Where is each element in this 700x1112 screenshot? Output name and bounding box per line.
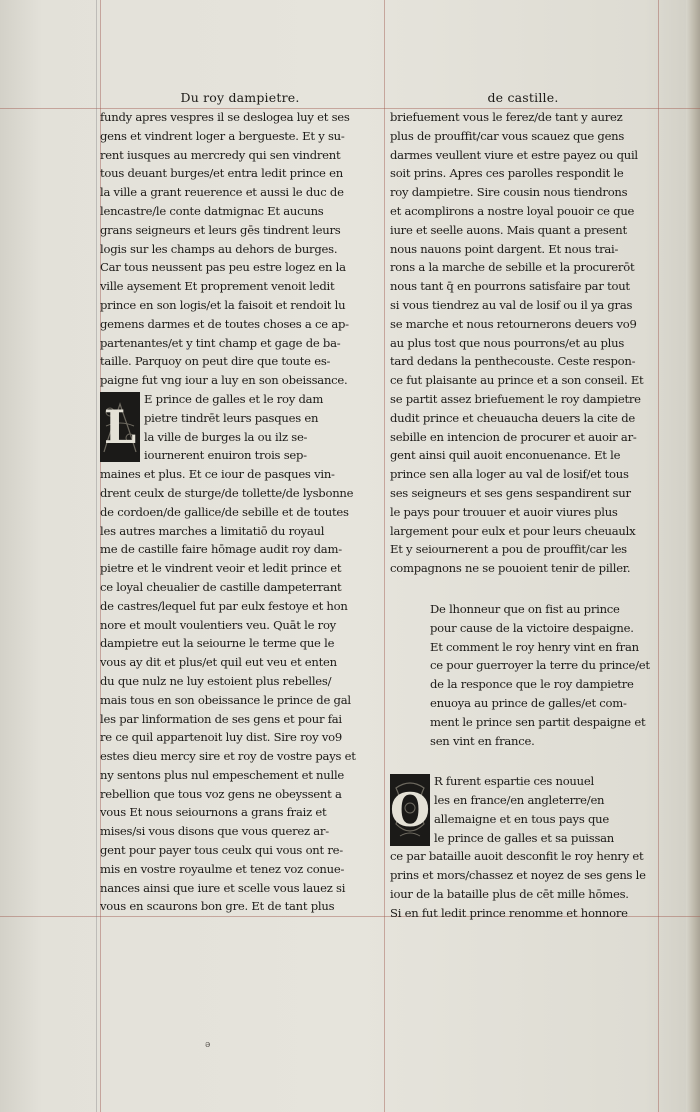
chapter-heading-line: de la responce que le roy dampietre	[430, 677, 634, 692]
text-line: du que nulz ne luy estoient plus rebelles/	[100, 673, 332, 688]
text-line: la ville a grant reuerence et aussi le duc de	[100, 185, 344, 200]
right-initial-paragraph	[390, 772, 656, 847]
ruling-line-right	[658, 0, 659, 1112]
text-line: rons a la marche de sebille et la procurerōt	[390, 260, 635, 275]
text-line: les par linformation de ses gens et pour fai	[100, 711, 342, 726]
text-line: sebille en intencion de procurer et auoir ar-	[390, 429, 637, 444]
text-line: R furent espartie ces nouuel	[434, 774, 594, 789]
text-line: prince en son logis/et la faisoit et rendoit lu	[100, 297, 346, 312]
text-line: drent ceulx de sturge/de tollette/de lysbonne	[100, 485, 354, 500]
initial-letter: O	[390, 783, 431, 838]
text-line: pietre tindrēt leurs pasques en	[144, 410, 319, 425]
text-line: se marche et nous retournerons deuers vo9	[390, 316, 637, 331]
text-line: darmes veullent viure et estre payez ou quil	[390, 147, 638, 162]
text-line: et acomplirons a nostre loyal pouoir ce que	[390, 203, 635, 218]
text-line: taille. Parquoy on peut dire que toute es-	[100, 354, 331, 369]
text-line: mis en vostre royaulme et tenez voz conue-	[100, 861, 345, 876]
text-line: maines et plus. Et ce iour de pasques vin-	[100, 467, 335, 482]
chapter-heading-line: ce pour guerroyer la terre du prince/et	[430, 658, 650, 673]
text-line: re ce quil appartenoit luy dist. Sire roy vo9	[100, 730, 343, 745]
chapter-heading-line: De lhonneur que on fist au prince	[430, 601, 620, 616]
decorated-initial-l	[100, 392, 140, 462]
left-text-block-2	[100, 465, 380, 916]
text-line: paigne fut vng iour a luy en son obeissance.	[100, 373, 348, 388]
text-line: ville aysement Et proprement venoit ledit	[100, 279, 335, 294]
text-line: logis sur les champs au dehors de burges.	[100, 241, 338, 256]
left-column	[100, 88, 380, 916]
text-line: dudit prince et cheuaucha deuers la cite de	[390, 410, 636, 425]
text-line: si vous tiendrez au val de losif ou il ya gras	[390, 297, 633, 312]
chapter-heading-line: enuoya au prince de galles/et com-	[430, 695, 627, 710]
text-line: pietre et le vindrent veoir et ledit prince et	[100, 561, 342, 576]
text-line: iournerent enuiron trois sep-	[144, 448, 307, 463]
text-line: largement pour eulx et pour leurs cheuaulx	[390, 523, 636, 538]
text-line: grans seigneurs et leurs gēs tindrent leurs	[100, 222, 341, 237]
page-edge	[686, 0, 700, 1112]
text-line: le prince de galles et sa puissan	[434, 830, 615, 845]
text-line: ce par bataille auoit desconfit le roy henry et	[390, 849, 644, 864]
chapter-heading	[430, 600, 656, 750]
text-line: gent pour payer tous ceulx qui vous ont re-	[100, 843, 343, 858]
text-line: mais tous en son obeissance le prince de gal	[100, 692, 351, 707]
margin-mark: ǝ	[205, 1040, 211, 1050]
text-line: partenantes/et y tint champ et gage de ba-	[100, 335, 341, 350]
text-line: dampietre eut la seiourne le terme que le	[100, 636, 335, 651]
running-head-left: Du roy dampietre.	[180, 90, 300, 105]
text-line: vous ay dit et plus/et quil eut veu et enten	[100, 655, 337, 670]
text-line: nore et moult voulentiers veu. Quāt le roy	[100, 617, 336, 632]
text-line: vous Et nous seiournons a grans fraiz et	[100, 805, 327, 820]
text-line: ce loyal cheualier de castille dampeterrant	[100, 579, 342, 594]
text-line: tous deuant burges/et entra ledit prince en	[100, 166, 343, 181]
decorated-initial-o	[390, 774, 430, 846]
text-line: nous tant q̄ en pourrons satisfaire par tout	[390, 279, 630, 294]
text-line: se partit assez briefuement le roy dampietre	[390, 391, 641, 406]
text-line: ses seigneurs et ses gens sespandirent sur	[390, 485, 631, 500]
text-line: ny sentons plus nul empeschement et nulle	[100, 767, 345, 782]
text-line: les autres marches a limitatiō du royaul	[100, 523, 325, 538]
left-text-block-1	[100, 108, 380, 390]
ruling-line-left-outer	[96, 0, 97, 1112]
text-line: gens et vindrent loger a bergueste. Et y su-	[100, 128, 345, 143]
text-line: rebellion que tous voz gens ne obeyssent a	[100, 786, 342, 801]
right-text-block-2	[390, 847, 656, 922]
spacer	[390, 750, 656, 772]
text-line: plus de prouffit/car vous scauez que gens	[390, 128, 625, 143]
text-line: iure et seelle auons. Mais quant a present	[390, 222, 627, 237]
text-line: prins et mors/chassez et noyez de ses gens le	[390, 868, 646, 883]
text-line: nances ainsi que iure et scelle vous lauez si	[100, 880, 346, 895]
text-line: me de castille faire hōmage audit roy dam-	[100, 542, 342, 557]
text-line: tard dedans la penthecouste. Ceste respon-	[390, 354, 636, 369]
text-line: gemens darmes et de toutes choses a ce ap-	[100, 316, 349, 331]
text-line: compagnons ne se pouoient tenir de piller.	[390, 561, 631, 576]
text-line: soit prins. Apres ces parolles respondit le	[390, 166, 624, 181]
left-initial-paragraph	[100, 390, 380, 465]
text-line: la ville de burges la ou ilz se-	[144, 429, 308, 444]
text-line: estes dieu mercy sire et roy de vostre pays et	[100, 749, 356, 764]
text-line: vous en scaurons bon gre. Et de tant plus	[100, 899, 335, 914]
ruling-line-center	[384, 0, 385, 1112]
chapter-heading-line: ment le prince sen partit despaigne et	[430, 714, 646, 729]
chapter-heading-line: sen vint en france.	[430, 733, 535, 748]
text-line: fundy apres vespres il se deslogea luy et ses	[100, 110, 350, 124]
initial-letter: L	[103, 399, 137, 454]
text-line: iour de la bataille plus de cēt mille hōmes.	[390, 887, 629, 902]
text-line: lencastre/le conte datmignac Et aucuns	[100, 203, 324, 218]
text-line: nous nauons point dargent. Et nous trai-	[390, 241, 619, 256]
text-line: de cordoen/de gallice/de sebille et de toutes	[100, 504, 349, 519]
text-line: au plus tost que nous pourrons/et au plus	[390, 335, 625, 350]
right-column	[390, 88, 656, 923]
text-line: Car tous neussent pas peu estre logez en la	[100, 260, 346, 275]
text-line: E prince de galles et le roy dam	[144, 391, 324, 406]
running-head-right: de castille.	[487, 90, 559, 105]
text-line: briefuement vous le ferez/de tant y aurez	[390, 110, 623, 124]
text-line: Et y seiournerent a pou de prouffit/car les	[390, 542, 627, 557]
chapter-heading-line: Et comment le roy henry vint en fran	[430, 639, 639, 654]
text-line: allemaigne et en tous pays que	[434, 811, 609, 826]
text-line: gent ainsi quil auoit enconuenance. Et le	[390, 448, 621, 463]
text-line: les en france/en angleterre/en	[434, 793, 605, 808]
text-line: prince sen alla loger au val de losif/et tous	[390, 467, 629, 482]
chapter-heading-line: pour cause de la victoire despaigne.	[430, 620, 634, 635]
text-line: mises/si vous disons que vous querez ar-	[100, 824, 329, 839]
right-text-block-1	[390, 108, 656, 578]
text-line: Si en fut ledit prince renomme et honnore	[390, 905, 628, 920]
text-line: roy dampietre. Sire cousin nous tiendrons	[390, 185, 628, 200]
text-line: ce fut plaisante au prince et a son conseil. Et	[390, 373, 644, 388]
text-line: rent iusques au mercredy qui sen vindrent	[100, 147, 341, 162]
text-line: le pays pour trouuer et auoir viures plus	[390, 504, 618, 519]
text-line: de castres/lequel fut par eulx festoye et hon	[100, 598, 348, 613]
